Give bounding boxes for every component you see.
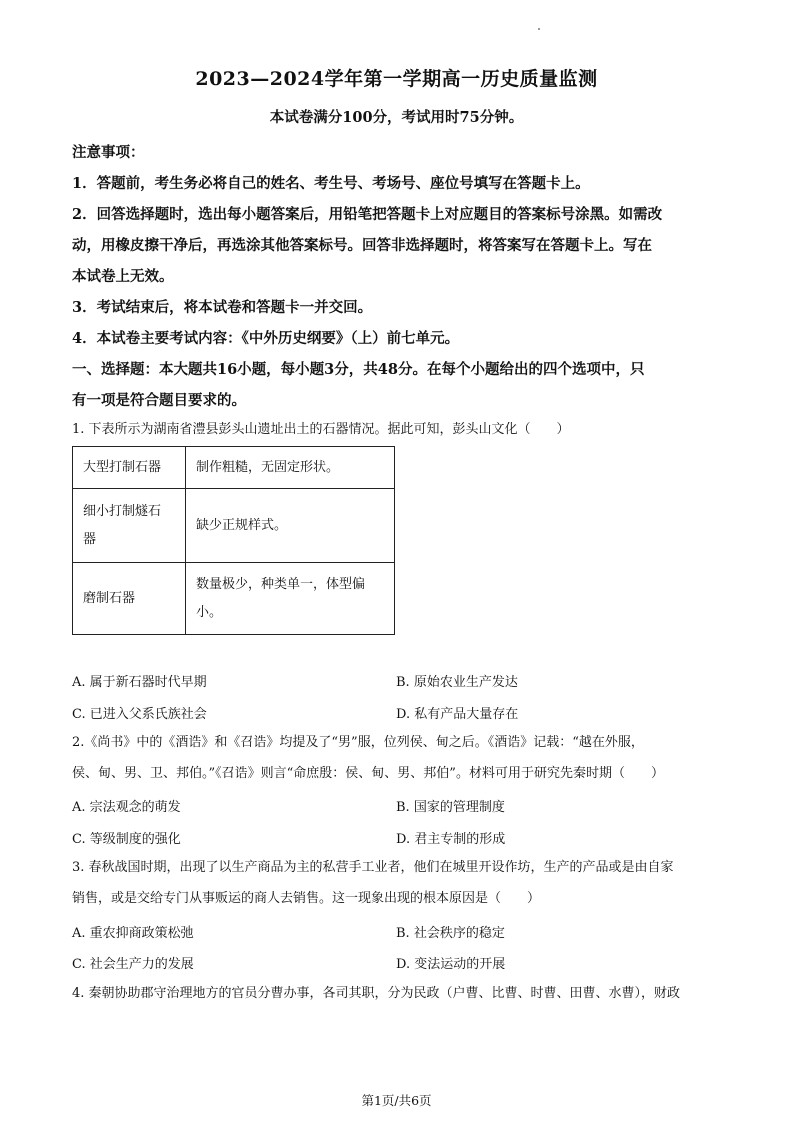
page-title: 2023—2024学年第一学期高一历史质量监测 [195,68,598,90]
notes-heading: 注意事项： [72,144,145,161]
question-3-option-c: C. 社会生产力的发展 [72,957,194,972]
cell-text: 数量极少，种类单一，体型偏 [196,576,366,592]
question-1-option-d: D. 私有产品大量存在 [396,707,519,722]
question-1-stem [72,414,728,445]
cell-text: 细小打制燧石 [83,503,162,519]
question-1-option-a: A. 属于新石器时代早期 [72,675,207,690]
cell-text: 小。 [196,604,223,620]
question-4-stem [72,978,728,1009]
note-line: 2．回答选择题时，选出每小题答案后，用铅笔把答题卡上对应题目的答案标号涂黑。如需改 [72,206,663,223]
question-text: 2.《尚书》中的《酒诰》和《召诰》均提及了“男”服，位列侯、甸之后。《酒诰》记载：“越在外服， [72,735,644,750]
table-row [73,489,395,563]
stone-tools-table [72,446,395,635]
table-cell [73,563,186,635]
table-cell [73,489,186,563]
question-2-stem [72,727,728,789]
cell-text: 器 [83,531,97,547]
table-cell [186,447,395,489]
question-2-option-c: C. 等级制度的强化 [72,832,181,847]
notes-block [72,137,722,416]
question-2-option-d: D. 君主专制的形成 [396,832,506,847]
question-text: 3. 春秋战国时期，出现了以生产商品为主的私营手工业者，他们在城里开设作坊，生产的产品或是由自家 [72,860,674,875]
question-3-stem [72,852,728,914]
cell-text: 缺少正规样式。 [196,517,288,533]
question-3-option-b: B. 社会秩序的稳定 [396,926,505,941]
cell-text: 磨制石器 [83,590,136,606]
table-cell [73,447,186,489]
question-1-option-b: B. 原始农业生产发达 [396,675,518,690]
question-3-option-a: A. 重农抑商政策松弛 [72,926,194,941]
question-text: 4. 秦朝协助郡守治理地方的官员分曹办事，各司其职，分为民政（户曹、比曹、时曹、田曹、水曹），财政 [72,986,681,1001]
table-cell [186,489,395,563]
page-subtitle: 本试卷满分100分，考试用时75分钟。 [269,109,524,126]
question-3-option-d: D. 变法运动的开展 [396,957,506,972]
question-2-option-b: B. 国家的管理制度 [396,800,505,815]
question-text: 销售，或是交给专门从事贩运的商人去销售。这一现象出现的根本原因是（ ） [72,891,541,906]
note-line: 3．考试结束后，将本试卷和答题卡一并交回。 [72,299,373,316]
section-heading: 有一项是符合题目要求的。 [72,392,246,409]
page-footer: 第1页/共6页 [361,1093,432,1108]
table-row [73,563,395,635]
question-1-option-c: C. 已进入父系氏族社会 [72,707,207,722]
cell-text: 大型打制石器 [83,459,162,475]
note-line: 本试卷上无效。 [72,268,174,285]
note-line: 动，用橡皮擦干净后，再选涂其他答案标号。回答非选择题时，将答案写在答题卡上。写在 [72,237,652,254]
table-row [73,447,395,489]
table-cell [186,563,395,635]
section-heading: 一、选择题：本大题共16小题，每小题3分，共48分。在每个小题给出的四个选项中，只 [72,361,645,378]
cell-text: 制作粗糙，无固定形状。 [196,459,340,475]
question-text: 侯、甸、男、卫、邦伯。”《召诰》则言“命庶殷：侯、甸、男、邦伯”。材料可用于研究先秦时期（ ） [72,766,664,781]
note-line: 4．本试卷主要考试内容：《中外历史纲要》（上）前七单元。 [72,330,460,347]
note-line: 1．答题前，考生务必将自己的姓名、考生号、考场号、座位号填写在答题卡上。 [72,175,590,192]
question-2-option-a: A. 宗法观念的萌发 [72,800,181,815]
scan-speck [538,28,540,30]
question-text: 1. 下表所示为湖南省澧县彭头山遗址出土的石器情况。据此可知，彭头山文化（ ） [72,422,570,437]
